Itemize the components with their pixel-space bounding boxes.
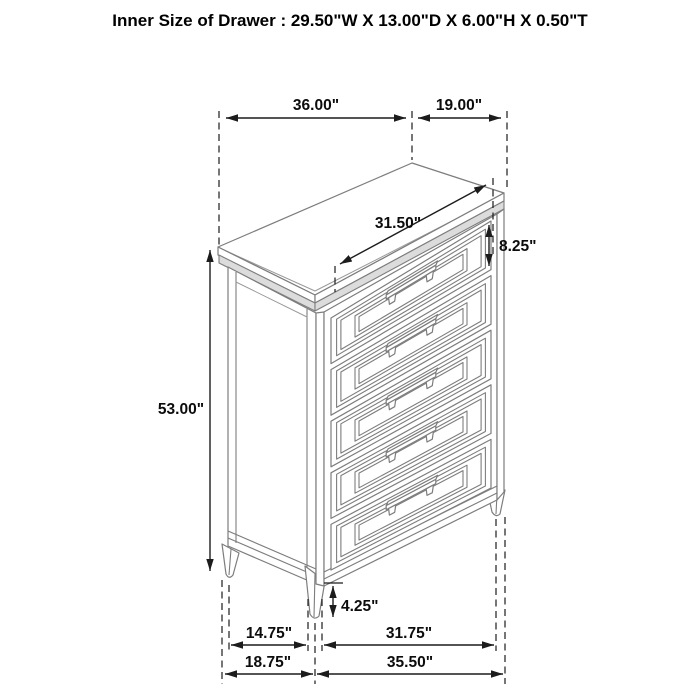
- dim-leg-height: [324, 583, 379, 617]
- dim-overall-height: [158, 250, 210, 571]
- dim-label-base-outer-depth: 18.75": [244, 654, 292, 671]
- dim-label-top-clear-width: 31.50": [374, 215, 422, 232]
- dim-label-leg-height: 4.25": [341, 598, 379, 615]
- dim-label-top-depth: 19.00": [435, 97, 483, 114]
- dim-label-overall-height: 53.00": [157, 401, 205, 418]
- dim-base-inner-depth: [229, 585, 308, 651]
- page-title: Inner Size of Drawer : 29.50"W X 13.00"D X 6.00"H X 0.50"T: [112, 11, 588, 30]
- dim-label-base-outer-width: 35.50": [386, 654, 434, 671]
- chest-artwork: [218, 163, 505, 618]
- dim-label-base-inner-depth: 14.75": [245, 625, 293, 642]
- dim-label-top-width: 36.00": [292, 97, 340, 114]
- dim-label-base-inner-width: 31.75": [385, 625, 433, 642]
- dim-label-top-drawer-height: 8.25": [499, 238, 537, 255]
- chest-side-panel: [228, 267, 316, 584]
- front-left-post: [316, 312, 324, 586]
